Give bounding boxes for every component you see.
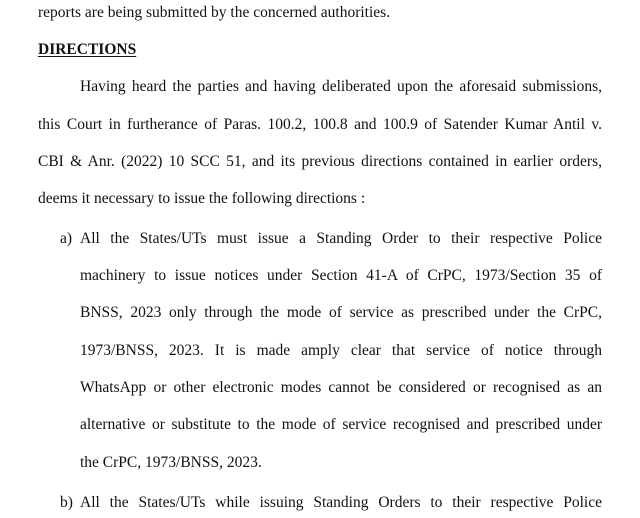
direction-a-line: BNSS, 2023 only through the mode of service as prescribed under the CrPC, xyxy=(80,304,602,321)
direction-a-line: WhatsApp or other electronic modes cannot be considered or recognised as an xyxy=(80,379,602,396)
direction-b-line: All the States/UTs while issuing Standing Orders to their respective Police xyxy=(80,494,602,511)
direction-marker-b: b) xyxy=(60,494,73,511)
directions-heading: DIRECTIONS xyxy=(38,41,137,58)
direction-marker-a: a) xyxy=(60,230,73,247)
direction-a-line: the CrPC, 1973/BNSS, 2023. xyxy=(80,454,262,471)
paragraph-line: this Court in furtherance of Paras. 100.2, 100.8 and 100.9 of Satender Kumar Antil v. xyxy=(38,116,602,133)
paragraph-line: deems it necessary to issue the following directions : xyxy=(38,190,366,207)
direction-a-line: machinery to issue notices under Section 41-A of CrPC, 1973/Section 35 of xyxy=(80,267,602,284)
paragraph-line: Having heard the parties and having deliberated upon the aforesaid submissions, xyxy=(80,78,602,95)
intro-tail-line: reports are being submitted by the concerned authorities. xyxy=(38,4,391,21)
direction-a-line: alternative or substitute to the mode of service recognised and prescribed under xyxy=(80,416,602,433)
paragraph-line: CBI & Anr. (2022) 10 SCC 51, and its previous directions contained in earlier orders, xyxy=(38,153,602,170)
direction-a-line: 1973/BNSS, 2023. It is made amply clear that service of notice through xyxy=(80,342,602,359)
direction-a-line: All the States/UTs must issue a Standing Order to their respective Police xyxy=(80,230,602,247)
